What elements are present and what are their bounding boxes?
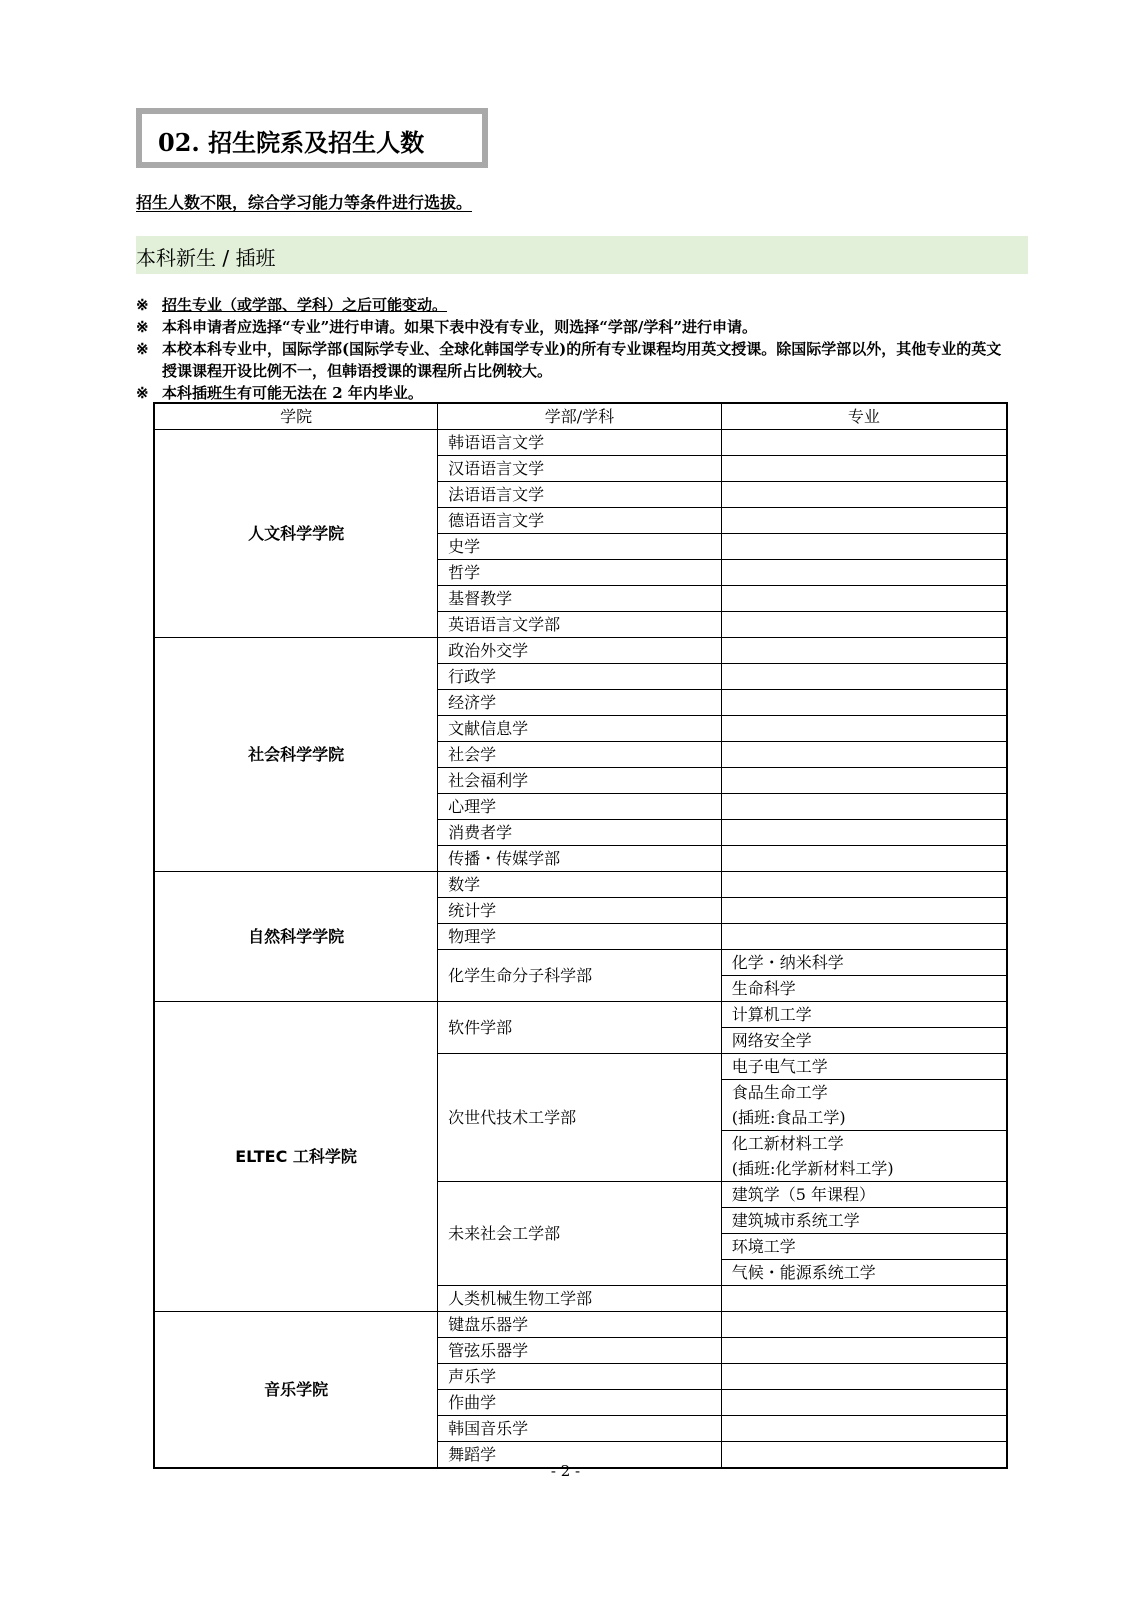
- department-cell: 社会福利学: [438, 768, 722, 794]
- department-cell: 文献信息学: [438, 716, 722, 742]
- department-cell: 社会学: [438, 742, 722, 768]
- department-cell: 软件学部: [438, 1002, 722, 1054]
- major-cell: [721, 456, 1007, 482]
- department-cell: 舞蹈学: [438, 1442, 722, 1469]
- major-cell: 食品生命工学: [721, 1080, 1007, 1106]
- major-cell: 化工新材料工学: [721, 1131, 1007, 1157]
- college-humanities: 人文科学学院: [154, 430, 438, 638]
- department-cell: 消费者学: [438, 820, 722, 846]
- department-cell: 政治外交学: [438, 638, 722, 664]
- major-cell: [721, 794, 1007, 820]
- department-cell: 传播・传媒学部: [438, 846, 722, 872]
- major-cell: [721, 534, 1007, 560]
- table-row: [154, 1002, 1007, 1028]
- department-cell: 心理学: [438, 794, 722, 820]
- major-cell: (插班:食品工学): [721, 1105, 1007, 1131]
- department-cell: 史学: [438, 534, 722, 560]
- subsection-bar: [136, 236, 1028, 274]
- major-cell: [721, 508, 1007, 534]
- department-cell: 哲学: [438, 560, 722, 586]
- subsection-title: 本科新生 / 插班: [136, 246, 276, 270]
- note-text: 本科插班生有可能无法在 2 年内毕业。: [162, 384, 423, 402]
- department-cell: 数学: [438, 872, 722, 898]
- major-cell: 计算机工学: [721, 1002, 1007, 1028]
- department-cell: 次世代技术工学部: [438, 1054, 722, 1182]
- department-cell: 键盘乐器学: [438, 1312, 722, 1338]
- major-cell: [721, 690, 1007, 716]
- page-number: - 2 -: [550, 1462, 581, 1480]
- reference-mark-icon: ※: [136, 296, 149, 314]
- department-cell: 作曲学: [438, 1390, 722, 1416]
- department-cell: 未来社会工学部: [438, 1182, 722, 1286]
- reference-mark-icon: ※: [136, 384, 149, 402]
- major-cell: 电子电气工学: [721, 1054, 1007, 1080]
- department-cell: 汉语语言文学: [438, 456, 722, 482]
- note-item: [136, 382, 1006, 404]
- department-cell: 管弦乐器学: [438, 1338, 722, 1364]
- note-text: 本校本科专业中，国际学部(国际学专业、全球化韩国学专业)的所有专业课程均用英文授课。除国际学部以外，其他专业的英文授课课程开设比例不一，但韩语授课的课程所占比例较大。: [162, 340, 1002, 380]
- major-cell: [721, 924, 1007, 950]
- header-department: 学部/学科: [438, 403, 722, 430]
- note-item: [136, 316, 1006, 338]
- major-cell: (插班:化学新材料工学): [721, 1156, 1007, 1182]
- major-cell: [721, 1390, 1007, 1416]
- header-major: 专业: [721, 403, 1007, 430]
- department-cell: 物理学: [438, 924, 722, 950]
- section-title: 02. 招生院系及招生人数: [158, 128, 425, 157]
- table-row: [154, 430, 1007, 456]
- note-text: 招生专业（或学部、学科）之后可能变动。: [162, 296, 448, 314]
- major-cell: [721, 1286, 1007, 1312]
- college-social-sciences: 社会科学学院: [154, 638, 438, 872]
- major-cell: [721, 716, 1007, 742]
- department-cell: 基督教学: [438, 586, 722, 612]
- department-cell: 韩语语言文学: [438, 430, 722, 456]
- major-cell: 建筑学（5 年课程）: [721, 1182, 1007, 1208]
- header-college: 学院: [154, 403, 438, 430]
- department-cell: 统计学: [438, 898, 722, 924]
- department-cell: 法语语言文学: [438, 482, 722, 508]
- major-cell: 化学・纳米科学: [721, 950, 1007, 976]
- table-row: [154, 1312, 1007, 1338]
- notes-list: [136, 294, 1006, 404]
- major-cell: [721, 638, 1007, 664]
- table-row: [154, 638, 1007, 664]
- department-cell: 德语语言文学: [438, 508, 722, 534]
- major-cell: [721, 742, 1007, 768]
- major-cell: [721, 1338, 1007, 1364]
- table-row: [154, 872, 1007, 898]
- major-cell: [721, 1312, 1007, 1338]
- major-cell: 网络安全学: [721, 1028, 1007, 1054]
- department-cell: 英语语言文学部: [438, 612, 722, 638]
- section-title-box: [136, 108, 488, 168]
- major-cell: [721, 430, 1007, 456]
- major-cell: [721, 1364, 1007, 1390]
- note-text: 本科申请者应选择“专业”进行申请。如果下表中没有专业，则选择“学部/学科”进行申请。: [162, 318, 757, 336]
- major-cell: [721, 768, 1007, 794]
- department-cell: 经济学: [438, 690, 722, 716]
- department-cell: 韩国音乐学: [438, 1416, 722, 1442]
- major-cell: 环境工学: [721, 1234, 1007, 1260]
- majors-table: [153, 402, 1008, 1469]
- department-cell: 化学生命分子科学部: [438, 950, 722, 1002]
- note-item: [136, 338, 1006, 382]
- table-header-row: [154, 403, 1007, 430]
- major-cell: [721, 820, 1007, 846]
- department-cell: 声乐学: [438, 1364, 722, 1390]
- major-cell: [721, 482, 1007, 508]
- department-cell: 人类机械生物工学部: [438, 1286, 722, 1312]
- major-cell: 生命科学: [721, 976, 1007, 1002]
- major-cell: [721, 560, 1007, 586]
- reference-mark-icon: ※: [136, 340, 149, 358]
- major-cell: [721, 898, 1007, 924]
- major-cell: [721, 664, 1007, 690]
- major-cell: [721, 846, 1007, 872]
- intro-text: 招生人数不限，综合学习能力等条件进行选拔。: [136, 193, 473, 212]
- major-cell: 气候・能源系统工学: [721, 1260, 1007, 1286]
- major-cell: [721, 872, 1007, 898]
- major-cell: 建筑城市系统工学: [721, 1208, 1007, 1234]
- reference-mark-icon: ※: [136, 318, 149, 336]
- major-cell: [721, 1416, 1007, 1442]
- major-cell: [721, 586, 1007, 612]
- college-music: 音乐学院: [154, 1312, 438, 1469]
- college-engineering: ELTEC 工科学院: [154, 1002, 438, 1312]
- college-natural-sciences: 自然科学学院: [154, 872, 438, 1002]
- note-item: [136, 294, 1006, 316]
- major-cell: [721, 612, 1007, 638]
- department-cell: 行政学: [438, 664, 722, 690]
